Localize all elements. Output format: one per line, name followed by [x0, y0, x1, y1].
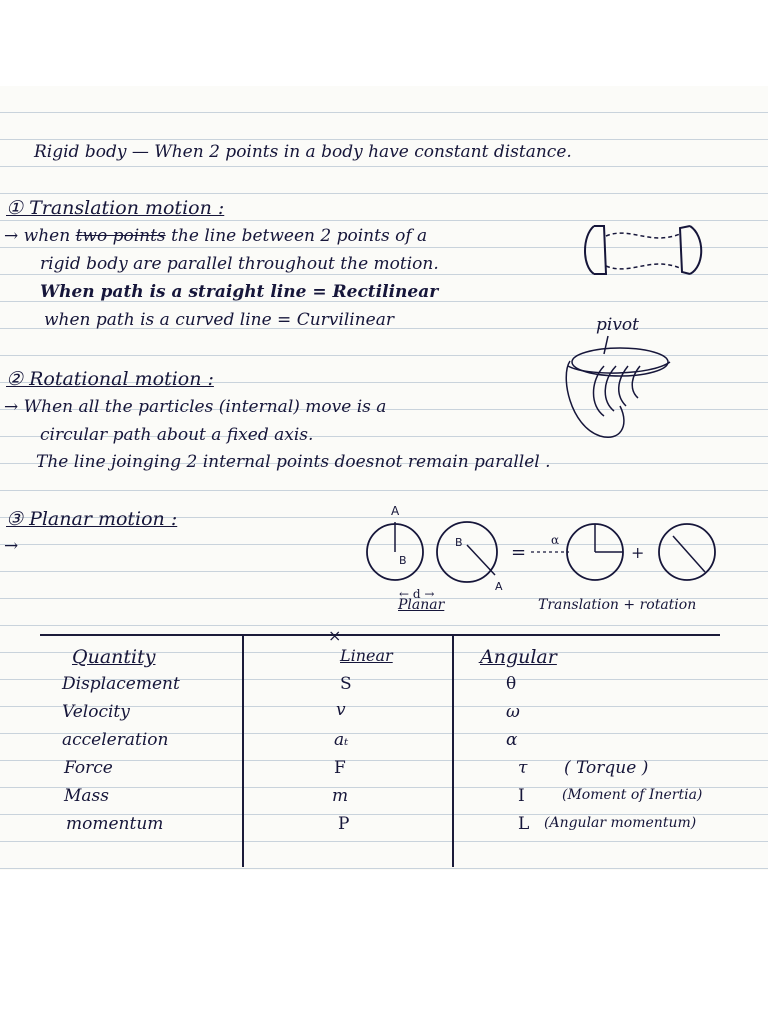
notebook-page	[0, 86, 768, 870]
planar-figure	[365, 500, 745, 613]
table-header-angular: Angular	[480, 646, 557, 668]
table-row-linear: m	[332, 786, 349, 806]
table-header-linear: Linear	[340, 646, 393, 665]
table-row-quantity: Velocity	[62, 702, 130, 722]
pivot-label: pivot	[596, 315, 639, 335]
table-row-quantity: Mass	[64, 786, 109, 806]
table-row-note: (Angular momentum)	[544, 815, 697, 831]
label-A1: A	[391, 504, 400, 518]
table-row-quantity: Force	[64, 758, 113, 778]
rotation-line-3: The line joinging 2 internal points doesnot remain parallel .	[36, 452, 551, 472]
translation-line-1-rest: the line between 2 points of a	[171, 226, 428, 246]
table-row-linear: P	[338, 814, 350, 834]
planar-heading: ③ Planar motion :	[6, 508, 178, 530]
table-row-linear: F	[334, 758, 346, 778]
table-row-angular: L	[518, 814, 530, 834]
label-d: ← d →	[399, 587, 435, 601]
struck-text: two points	[75, 226, 166, 246]
equals-sign: =	[511, 542, 527, 563]
rotation-line-1: → When all the particles (internal) move is a	[4, 397, 387, 417]
arrow-prefix: → when	[4, 226, 71, 246]
label-B1: B	[399, 554, 407, 567]
table-row-quantity: Displacement	[62, 674, 180, 694]
table-row-angular: α	[506, 730, 518, 750]
label-alpha: α	[551, 533, 560, 547]
table-row-linear: aₜ	[334, 730, 349, 750]
table-col-divider-2	[452, 635, 454, 867]
definition-text: Rigid body — When 2 points in a body have constant distance.	[34, 142, 572, 162]
table-row-note: (Moment of Inertia)	[562, 787, 703, 803]
table-row-note: ( Torque )	[564, 758, 649, 778]
plus-sign: +	[631, 543, 645, 562]
rotation-figure	[560, 336, 680, 446]
table-row-angular: τ	[518, 758, 528, 778]
table-row-angular: ω	[506, 702, 520, 722]
table-row-quantity: acceleration	[62, 730, 169, 750]
table-top-line	[40, 634, 720, 636]
rotation-heading: ② Rotational motion :	[6, 368, 214, 390]
translation-line-4: when path is a curved line = Curvilinear	[44, 310, 394, 330]
table-row-angular: I	[518, 786, 525, 806]
table-header-mark	[328, 628, 341, 644]
translation-line-1	[4, 228, 427, 245]
table-col-divider-1	[242, 635, 244, 867]
translation-line-2: rigid body are parallel throughout the motion.	[40, 254, 439, 274]
table-row-linear: S	[340, 674, 352, 694]
planar-caption-right: Translation + rotation	[538, 597, 697, 613]
rotation-line-2: circular path about a fixed axis.	[40, 425, 314, 445]
table-row-angular: θ	[506, 674, 517, 694]
table-row-quantity: momentum	[66, 814, 164, 834]
label-B2: B	[455, 536, 463, 549]
table-row-linear: v	[336, 700, 346, 720]
translation-figure	[580, 216, 710, 286]
planar-arrow: →	[4, 536, 19, 556]
table-header-quantity: Quantity	[72, 646, 156, 668]
translation-line-3: When path is a straight line = Rectilinear	[40, 282, 439, 302]
label-A2: A	[495, 580, 503, 593]
translation-heading: ① Translation motion :	[6, 197, 225, 219]
planar-caption-left: Planar	[398, 597, 445, 613]
